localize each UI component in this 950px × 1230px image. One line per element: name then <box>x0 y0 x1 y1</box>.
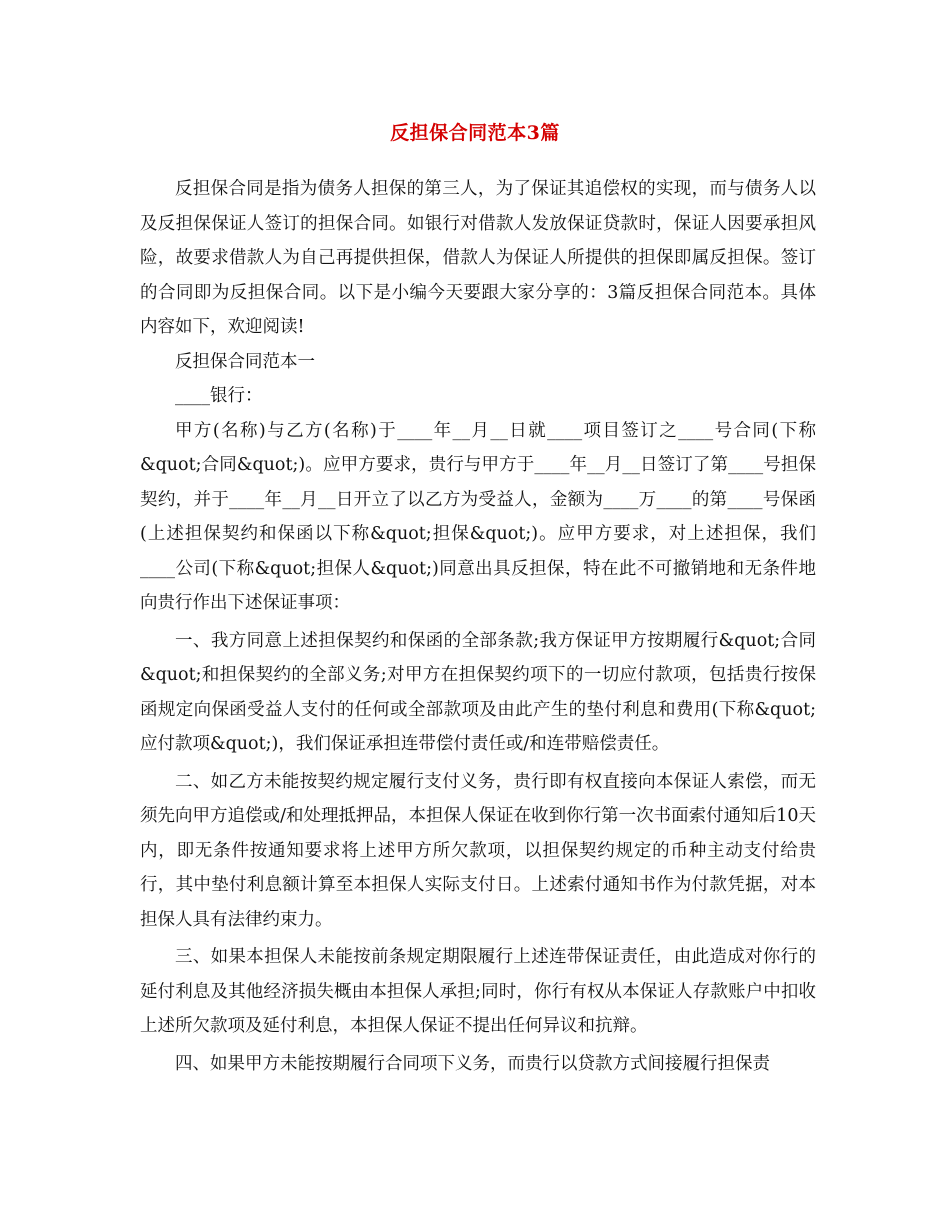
clause-3-paragraph: 三、如果本担保人未能按前条规定期限履行上述连带保证责任，由此造成对你行的延付利息及其他经济损失概由本担保人承担;同时，你行有权从本保证人存款账户中扣收上述所欠款项及延付利息，本担保人保证不提出任何异议和抗辩。 <box>140 947 816 1036</box>
section-heading: 反担保合同范本一 <box>175 351 315 372</box>
document-title: 反担保合同范本3篇 <box>390 122 560 144</box>
clause-1-paragraph: 一、我方同意上述担保契约和保函的全部条款;我方保证甲方按期履行&quot;合同&quot;和担保契约的全部义务;对甲方在担保契约项下的一切应付款项，包括贵行按保函规定向保函受益人支付的任何或全部款项及由此产生的垫付利息和费用(下称&quot;应付款项&quot;)，我们保证承担连带偿付责任或/和连带赔偿责任。 <box>140 630 816 754</box>
clause-2-paragraph: 二、如乙方未能按契约规定履行支付义务，贵行即有权直接向本保证人索偿，而无须先向甲方追偿或/和处理抵押品，本担保人保证在收到你行第一次书面索付通知后10天内，即无条件按通知要求将上述甲方所欠款项，以担保契约规定的币种主动支付给贵行，其中垫付利息额计算至本担保人实际支付日。上述索付通知书作为付款凭据，对本担保人具有法律约束力。 <box>140 771 816 930</box>
clause-4-paragraph: 四、如果甲方未能按期履行合同项下义务，而贵行以贷款方式间接履行担保责 <box>175 1053 770 1074</box>
intro-paragraph: 反担保合同是指为债务人担保的第三人，为了保证其追偿权的实现，而与债务人以及反担保保证人签订的担保合同。如银行对借款人发放保证贷款时，保证人因要承担风险，故要求借款人为自己再提供担保，借款人为保证人所提供的担保即属反担保。签订的合同即为反担保合同。以下是小编今天要跟大家分享的：3篇反担保合同范本。具体内容如下，欢迎阅读! <box>140 179 816 337</box>
contract-paragraph: 甲方(名称)与乙方(名称)于____年__月__日就____项目签订之____号合同(下称&quot;合同&quot;)。应甲方要求，贵行与甲方于____年__月__日签订了第____号担保契约，并于____年__月__日开立了以乙方为受益人，金额为____万____的第____号保函(上述担保契约和保函以下称&quot;担保&quot;)。应甲方要求，对上述担保，我们____公司(下称&quot;担保人&quot;)同意出具反担保，特在此不可撤销地和无条件地向贵行作出下述保证事项： <box>140 420 816 613</box>
addressee-line: ____银行： <box>175 386 263 406</box>
document-body <box>140 172 816 1081</box>
